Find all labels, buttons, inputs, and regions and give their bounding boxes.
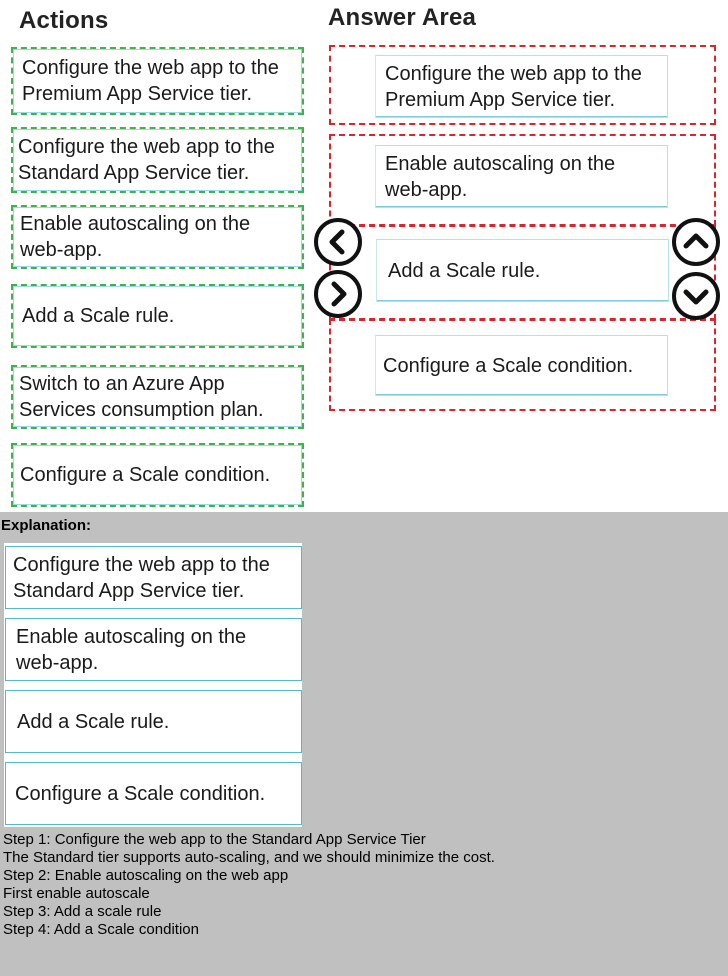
action-item-add-scale-rule[interactable] xyxy=(11,284,304,348)
answer-item-premium-tier[interactable] xyxy=(375,55,668,118)
action-item-label: Configure the web app to the Premium App Service tier. xyxy=(22,57,279,105)
action-item-consumption-plan[interactable] xyxy=(11,365,304,429)
action-item-label: Add a Scale rule. xyxy=(22,305,175,327)
action-item-label: Configure a Scale condition. xyxy=(20,464,271,486)
answer-item-label: Enable autoscaling on the web-app. xyxy=(385,152,616,201)
chevron-up-icon xyxy=(681,227,711,257)
action-item-scale-condition[interactable] xyxy=(11,443,304,507)
step-text: First enable autoscale xyxy=(3,885,150,902)
explanation-label: Explanation: xyxy=(1,517,92,534)
action-item-premium-tier[interactable] xyxy=(11,47,304,115)
action-item-label: Switch to an Azure App Services consumption plan. xyxy=(19,373,264,421)
answer-item-label: Configure the web app to the Premium App Service tier. xyxy=(385,62,642,111)
chevron-down-icon xyxy=(681,281,711,311)
step-text: The Standard tier supports auto-scaling, and we should minimize the cost. xyxy=(3,849,495,866)
answer-item-label: Configure a Scale condition. xyxy=(383,354,634,377)
move-up-button[interactable] xyxy=(672,218,720,266)
chevron-right-icon xyxy=(323,279,353,309)
action-item-enable-autoscaling[interactable] xyxy=(11,205,304,269)
step-text: Step 3: Add a scale rule xyxy=(3,903,162,920)
answer-item-label: Add a Scale rule. xyxy=(388,259,541,282)
answer-area-heading: Answer Area xyxy=(328,4,477,31)
explanation-item-standard-tier: Configure the web app to the Standard App Service tier. xyxy=(5,546,302,609)
answer-item-add-scale-rule[interactable] xyxy=(376,239,669,302)
answer-item-scale-condition[interactable] xyxy=(375,335,668,396)
explanation-steps xyxy=(3,831,495,939)
explanation-answer-panel xyxy=(4,543,302,827)
move-right-button[interactable] xyxy=(314,270,362,318)
explanation-item-enable-autoscaling: Enable autoscaling on the web-app. xyxy=(5,618,302,681)
move-down-button[interactable] xyxy=(672,272,720,320)
action-item-standard-tier[interactable] xyxy=(11,127,304,193)
chevron-left-icon xyxy=(323,227,353,257)
explanation-item-add-scale-rule: Add a Scale rule. xyxy=(5,690,302,753)
actions-heading: Actions xyxy=(19,7,109,34)
step-text: Step 2: Enable autoscaling on the web app xyxy=(3,867,289,884)
action-item-label: Configure the web app to the Standard App Service tier. xyxy=(18,136,275,184)
answer-item-enable-autoscaling[interactable] xyxy=(375,145,668,208)
step-text: Step 4: Add a Scale condition xyxy=(3,921,199,938)
explanation-item-scale-condition: Configure a Scale condition. xyxy=(5,762,302,825)
step-text: Step 1: Configure the web app to the Standard App Service Tier xyxy=(3,831,426,848)
action-item-label: Enable autoscaling on the web-app. xyxy=(20,213,251,261)
move-left-button[interactable] xyxy=(314,218,362,266)
